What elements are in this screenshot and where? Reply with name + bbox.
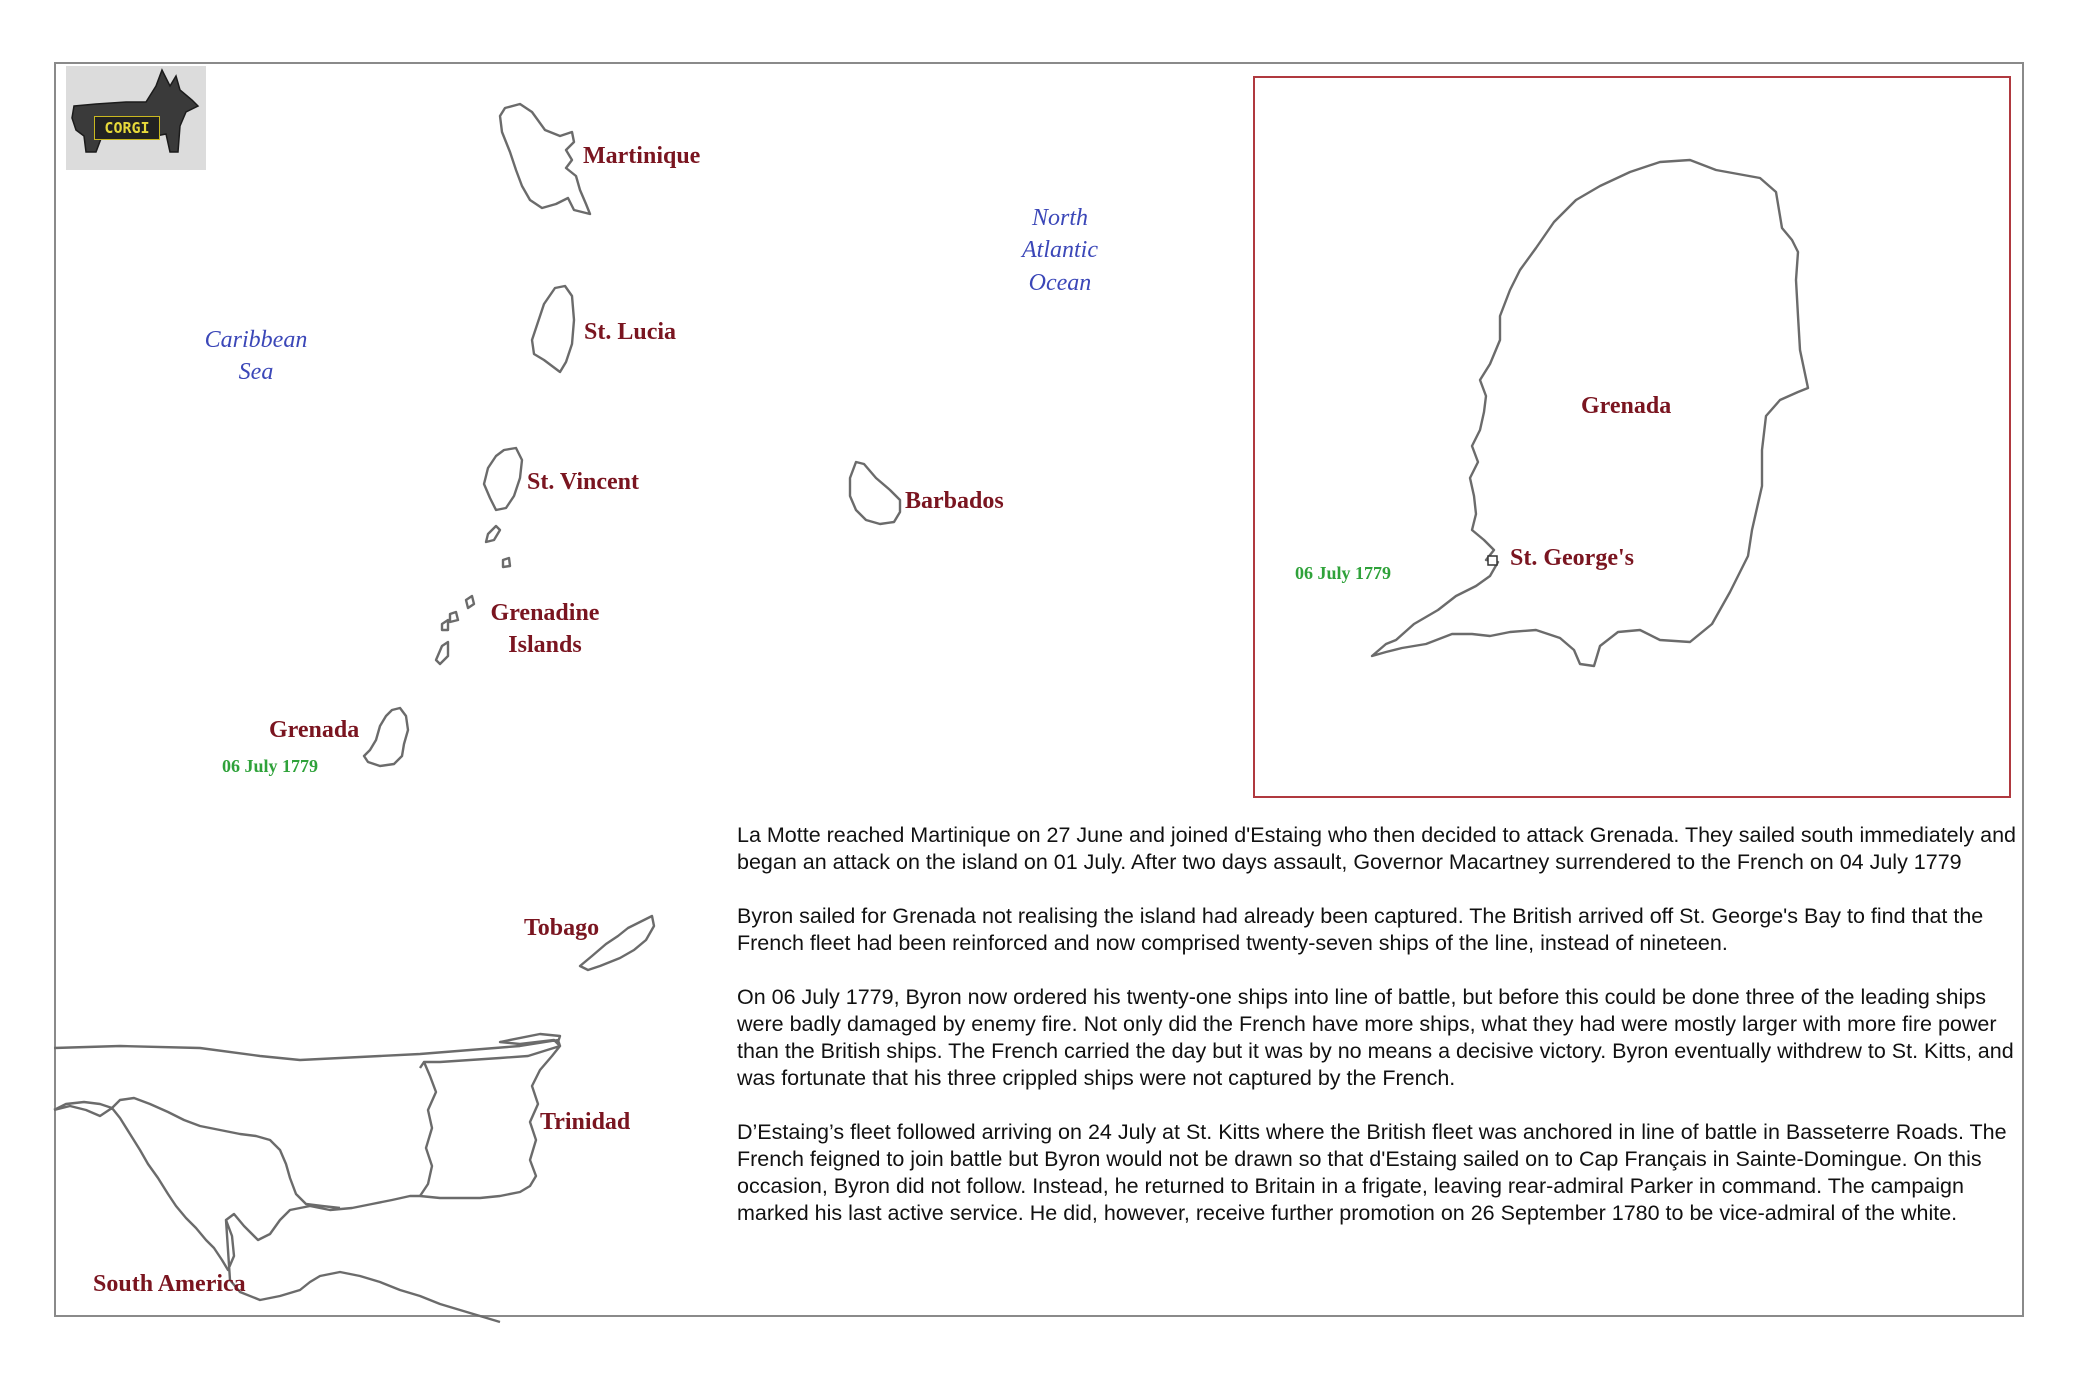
south-america-label: South America bbox=[93, 1271, 246, 1297]
north-atlantic-ocean-label bbox=[1000, 202, 1120, 299]
grenadine-islet bbox=[466, 596, 474, 608]
martinique-outline bbox=[500, 104, 590, 214]
barbados-label: Barbados bbox=[905, 488, 1004, 514]
martinique-label: Martinique bbox=[583, 143, 701, 169]
narrative-paragraph: Byron sailed for Grenada not realising the island had already been captured. The British arrived off St. George's Bay to find that the French fleet had been reinforced and now comprised twenty-seven ships of the line, instead of nineteen. bbox=[737, 904, 1984, 955]
grenadine-islet bbox=[503, 558, 510, 567]
grenadine-label-line2: Islands bbox=[508, 632, 582, 659]
grenada-inset bbox=[1253, 76, 2011, 798]
grenada-battle-date: 06 July 1779 bbox=[222, 756, 319, 776]
grenadine-islet bbox=[486, 526, 500, 542]
grenada-label: Grenada bbox=[269, 717, 360, 743]
narrative-paragraph: D’Estaing’s fleet followed arriving on 24 July at St. Kitts where the British fleet was anchored in line of battle in Basseterre Roads. The French feigned to join battle but Byron would not be drawn so that d'Estaing sailed on to Cap Français in Sainte-Domingue. On this occasion, Byron did not follow. Instead, he returned to Britain in a frigate, leaving rear-admiral Parker in command. The campaign marked his last active service. He did, however, receive further promotion on 26 September 1780 to be vice-admiral of the white. bbox=[737, 1120, 2007, 1225]
corgi-logo bbox=[66, 66, 206, 170]
grenadine-islet bbox=[442, 620, 448, 630]
caribbean-sea-label bbox=[196, 324, 316, 389]
grenadine-islet bbox=[450, 612, 458, 622]
caribbean-line2: Sea bbox=[238, 359, 274, 386]
inset-st-georges-label: St. George's bbox=[1510, 545, 1634, 571]
grenada-outline bbox=[364, 708, 408, 766]
st-vincent-label: St. Vincent bbox=[527, 469, 640, 495]
inset-grenada-label: Grenada bbox=[1581, 393, 1672, 419]
narrative-paragraph: La Motte reached Martinique on 27 June and joined d'Estaing who then decided to attack Grenada. They sailed south immediately and began an attack on the island on 01 July. After two days assault, Governor Macartney surrendered to the French on 04 July 1779 bbox=[737, 823, 2016, 874]
tobago-label: Tobago bbox=[524, 915, 600, 941]
st-lucia-outline bbox=[532, 286, 574, 372]
barbados-outline bbox=[850, 462, 900, 524]
narrative-paragraph: On 06 July 1779, Byron now ordered his twenty-one ships into line of battle, but before this could be done three of the leading ships were badly damaged by enemy fire. Not only did the French have more ships, what they had were mostly larger with more fire power than the British ships. The French carried the day but it was by no means a decisive victory. Byron eventually withdrew to St. Kitts, and was fortunate that his three crippled ships were not captured by the French. bbox=[737, 985, 2014, 1090]
caribbean-line1: Caribbean bbox=[204, 327, 308, 353]
grenadine-islands-label bbox=[487, 597, 603, 662]
st-vincent-outline bbox=[484, 448, 522, 510]
atlantic-line1: North bbox=[1031, 205, 1088, 231]
grenadine-label-line1: Grenadine bbox=[490, 600, 600, 626]
narrative-text bbox=[737, 822, 2017, 1254]
atlantic-line2: Atlantic bbox=[1022, 237, 1098, 264]
st-lucia-label: St. Lucia bbox=[584, 319, 677, 345]
inset-battle-date: 06 July 1779 bbox=[1295, 563, 1392, 583]
atlantic-line3: Ocean bbox=[1028, 269, 1092, 296]
trinidad-label: Trinidad bbox=[540, 1109, 631, 1135]
grenadine-islet bbox=[436, 642, 448, 664]
corgi-logo-text: CORGI bbox=[94, 116, 160, 140]
